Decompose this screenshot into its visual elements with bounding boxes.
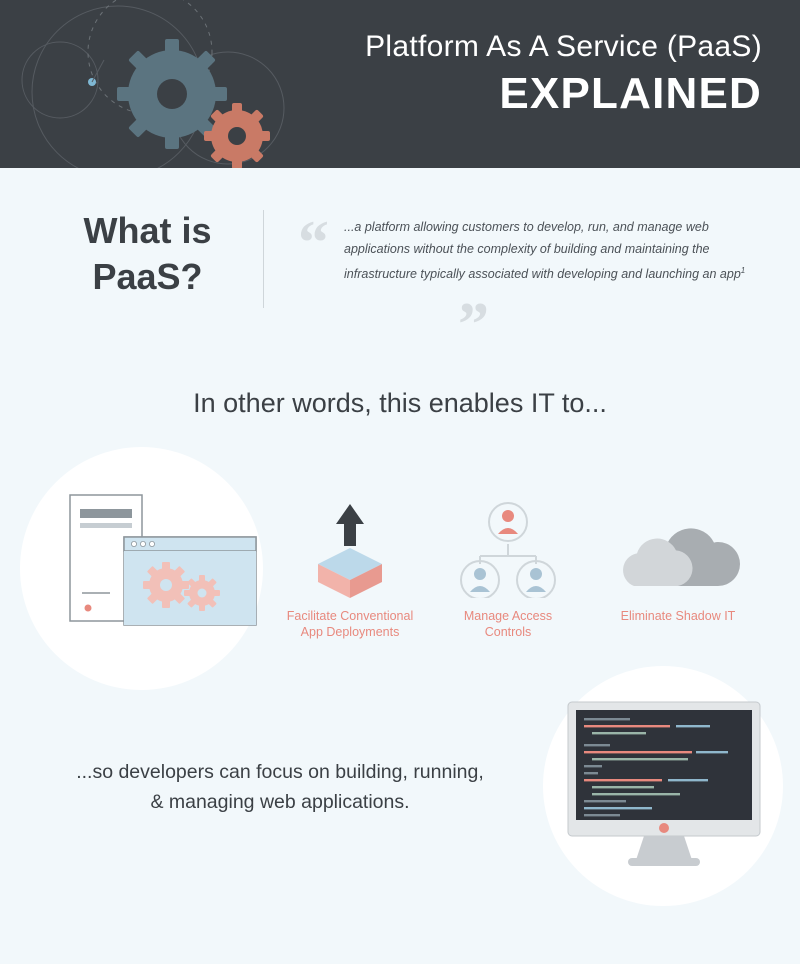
enables-item-deployments-label-line2: App Deployments [300,625,400,639]
definition-quote-footnote: 1 [740,266,746,275]
enables-item-shadow-it [600,502,756,624]
header-title-block [365,28,762,120]
vertical-divider [263,210,264,308]
enables-item-access [440,502,576,640]
definition-heading-line2: PaaS? [92,256,203,297]
page-title-line1: Platform As A Service (PaaS) [365,30,762,63]
closing-statement [30,757,530,817]
header-decoration [0,0,330,168]
enables-item-shadow-it-label: Eliminate Shadow IT [620,609,736,623]
cloud-icon [600,502,756,598]
closing-statement-line2: & managing web applications. [150,791,410,813]
enables-item-access-label [440,608,576,640]
enables-item-access-label-line2: Controls [484,625,532,639]
quote-close-icon: ” [458,291,489,359]
server-and-browser-illustration [68,493,258,633]
closing-statement-line1: ...so developers can focus on building, running, [76,761,484,783]
definition-section [0,168,800,359]
cube-upload-icon [272,502,428,598]
enables-item-deployments-label-line1: Facilitate Conventional [286,609,414,623]
page-header [0,0,800,168]
definition-heading [40,208,255,300]
quote-open-icon: “ [298,209,329,277]
enables-heading: In other words, this enables IT to... [193,388,607,418]
definition-quote [344,216,756,285]
enables-item-deployments [272,502,428,640]
definition-heading-line1: What is [83,210,212,251]
definition-quote-text: ...a platform allowing customers to develop, run, and manage web applications without the complexity of building and maintaining the infrastructure typically associated with developing and launching an app [344,220,741,282]
page-title-line2: EXPLAINED [499,69,762,118]
users-hierarchy-icon [440,502,576,598]
enables-item-access-label-line1: Manage Access [463,609,553,623]
enables-item-deployments-label [272,608,428,640]
desktop-monitor-illustration [566,700,762,870]
